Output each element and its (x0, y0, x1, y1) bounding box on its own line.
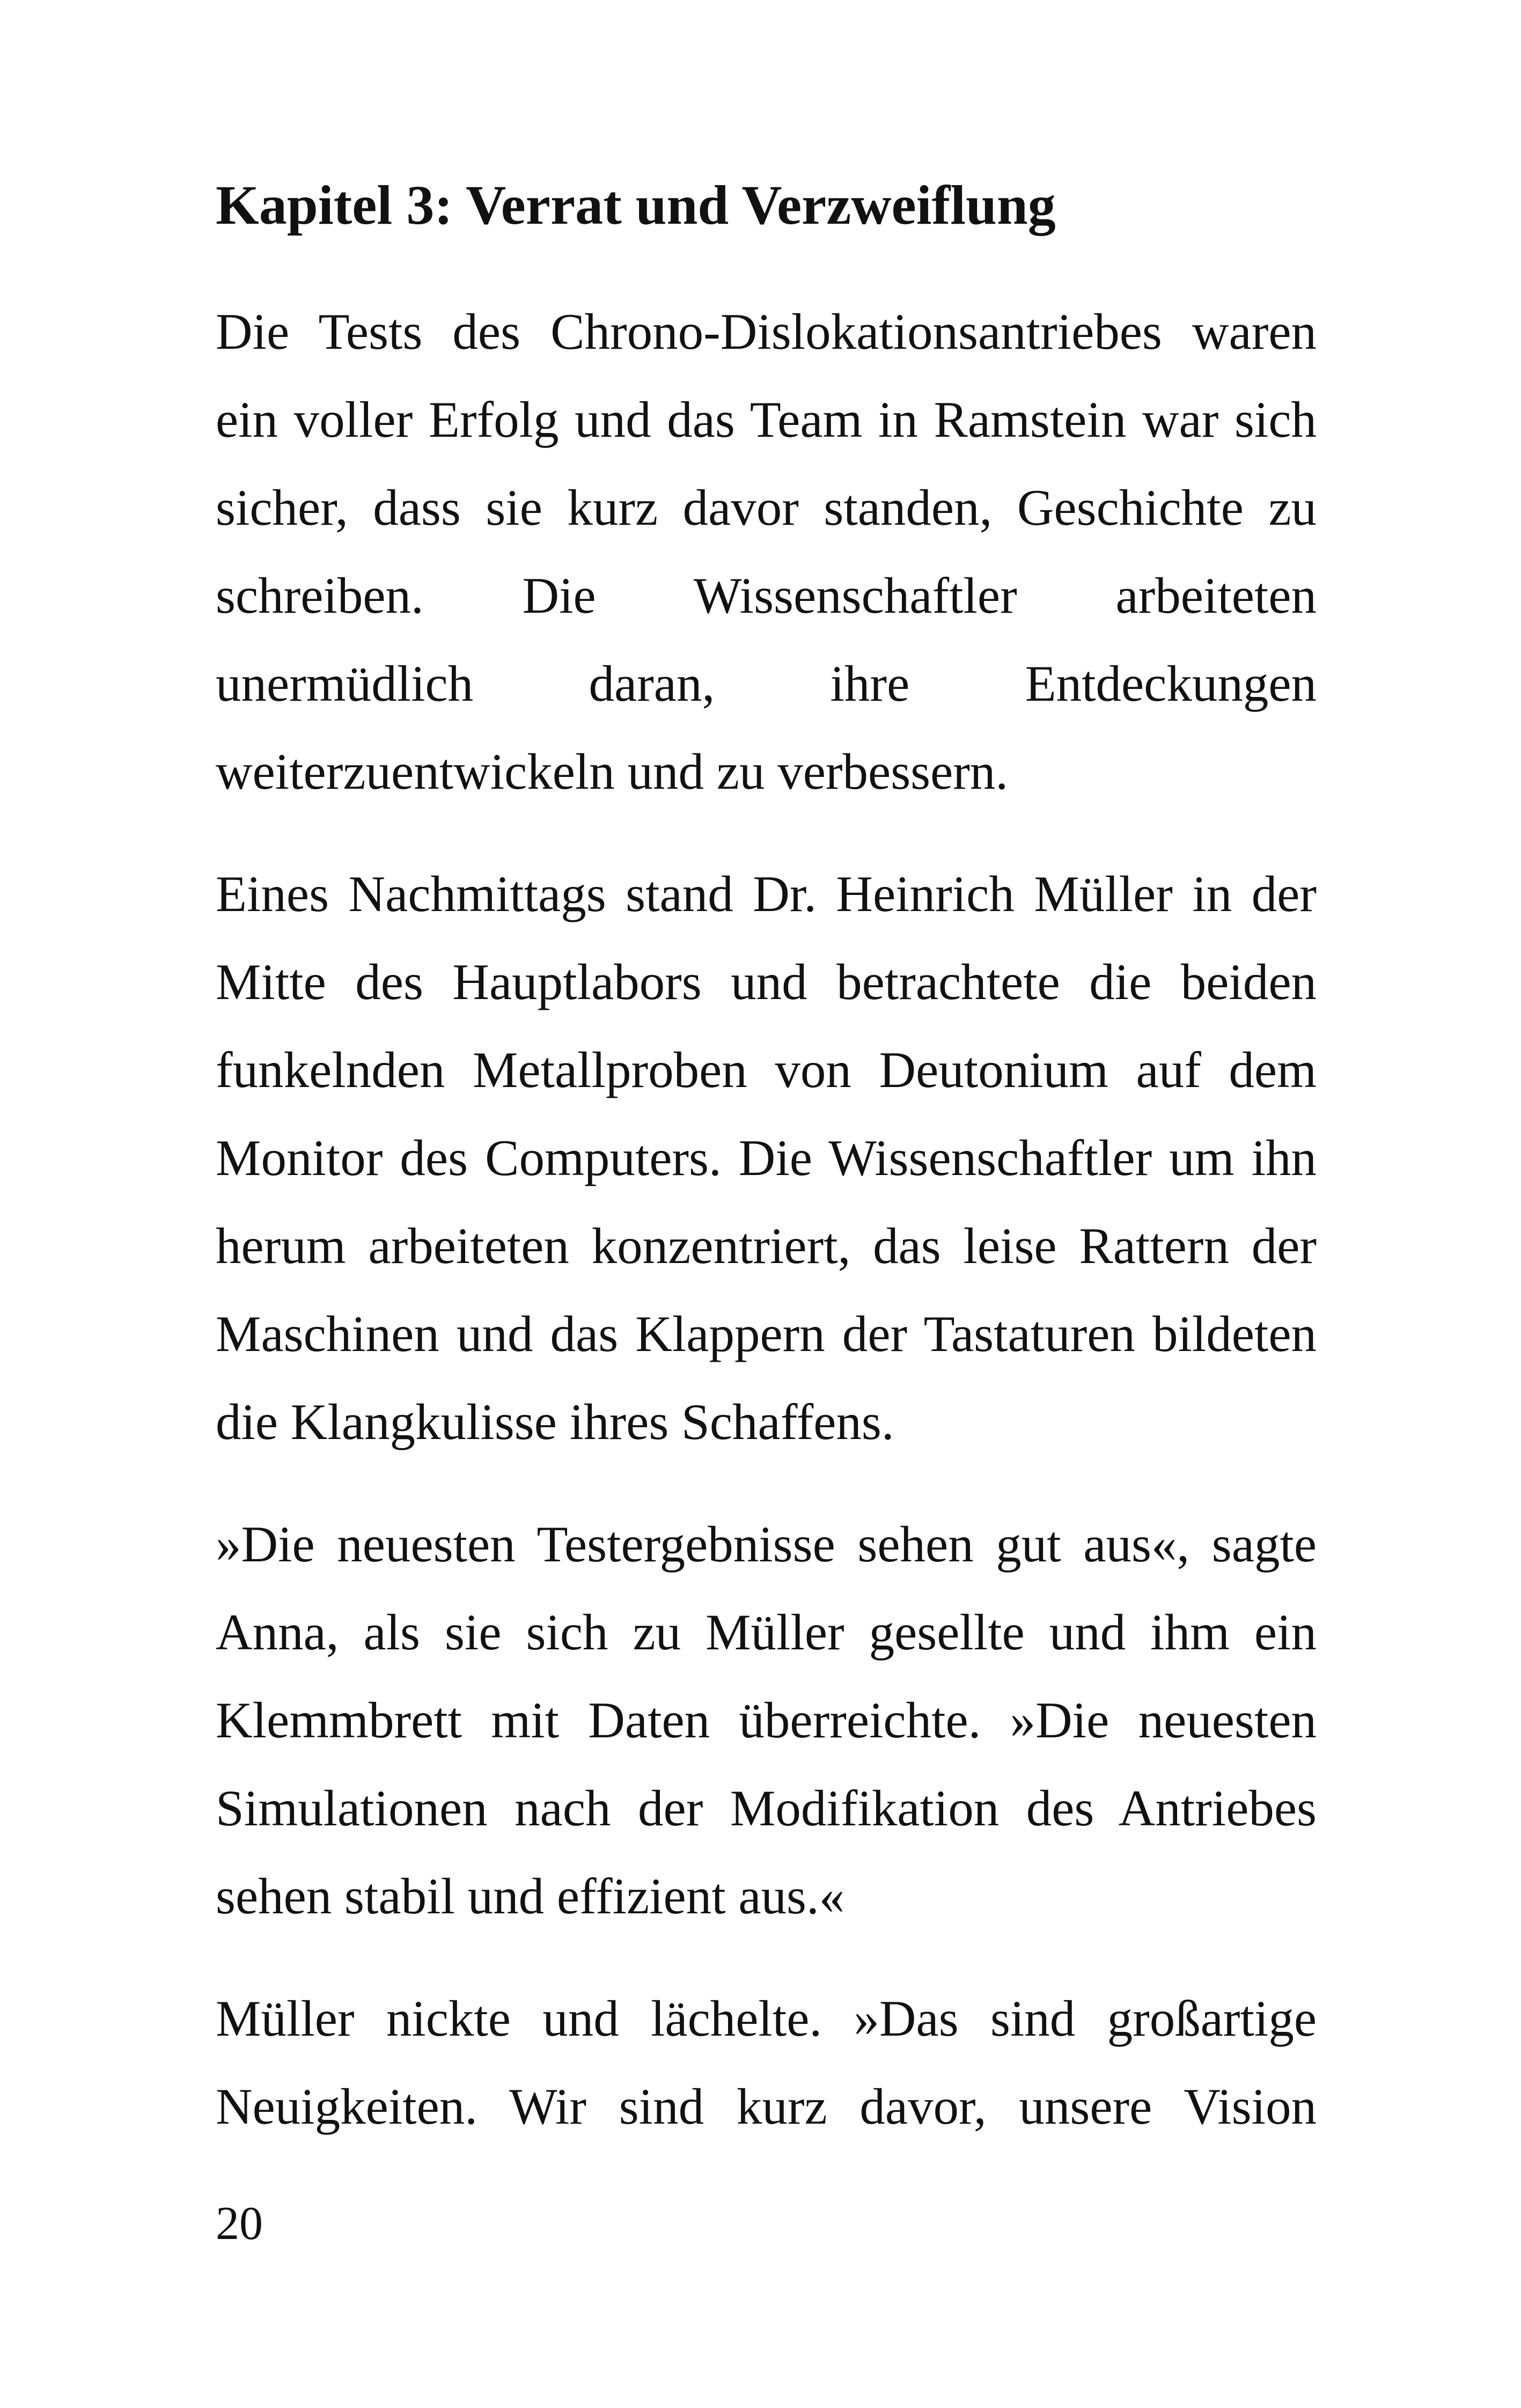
paragraph-1-line-5: unermüdlich daran, ihre Entdeckungen (216, 655, 1317, 712)
paragraph-1-line-4: schreiben. Die Wissenschaftler arbeiteten (216, 567, 1317, 624)
paragraph-3-line-5: sehen stabil und effizient aus.« (216, 1868, 845, 1925)
paragraph-2-line-2: Mitte des Hauptlabors und betrachtete die beiden (216, 953, 1317, 1010)
paragraph-1-line-3: sicher, dass sie kurz davor standen, Geschichte zu (216, 479, 1317, 536)
paragraph-3-line-4: Simulationen nach der Modifikation des Antriebes (216, 1780, 1317, 1837)
paragraph-3-line-1: »Die neuesten Testergebnisse sehen gut aus«, sagte (216, 1516, 1317, 1573)
chapter-title: Kapitel 3: Verrat und Verzweiflung (216, 174, 1056, 236)
paragraph-2-line-1: Eines Nachmittags stand Dr. Heinrich Müller in der (216, 865, 1317, 922)
page-number: 20 (216, 2198, 263, 2250)
paragraph-2-line-6: Maschinen und das Klappern der Tastaturen bildeten (216, 1305, 1317, 1362)
paragraph-3-line-3: Klemmbrett mit Daten überreichte. »Die neuesten (216, 1692, 1317, 1749)
paragraph-1-line-2: ein voller Erfolg und das Team in Ramstein war sich (216, 391, 1317, 448)
paragraph-3-line-2: Anna, als sie sich zu Müller gesellte und ihm ein (216, 1604, 1317, 1661)
paragraph-4-line-1: Müller nickte und lächelte. »Das sind großartige (216, 1990, 1317, 2047)
paragraph-4-line-2: Neuigkeiten. Wir sind kurz davor, unsere Vision (216, 2078, 1317, 2135)
paragraph-1-line-6: weiterzuentwickeln und zu verbessern. (216, 743, 1009, 800)
paragraph-2-line-5: herum arbeiteten konzentriert, das leise Rattern der (216, 1217, 1317, 1274)
paragraph-2-line-7: die Klangkulisse ihres Schaffens. (216, 1393, 894, 1450)
paragraph-2-line-3: funkelnden Metallproben von Deutonium auf dem (216, 1041, 1317, 1098)
paragraph-1-line-1: Die Tests des Chrono-Dislokationsantriebes waren (216, 303, 1317, 360)
paragraph-2-line-4: Monitor des Computers. Die Wissenschaftler um ihn (216, 1129, 1317, 1186)
